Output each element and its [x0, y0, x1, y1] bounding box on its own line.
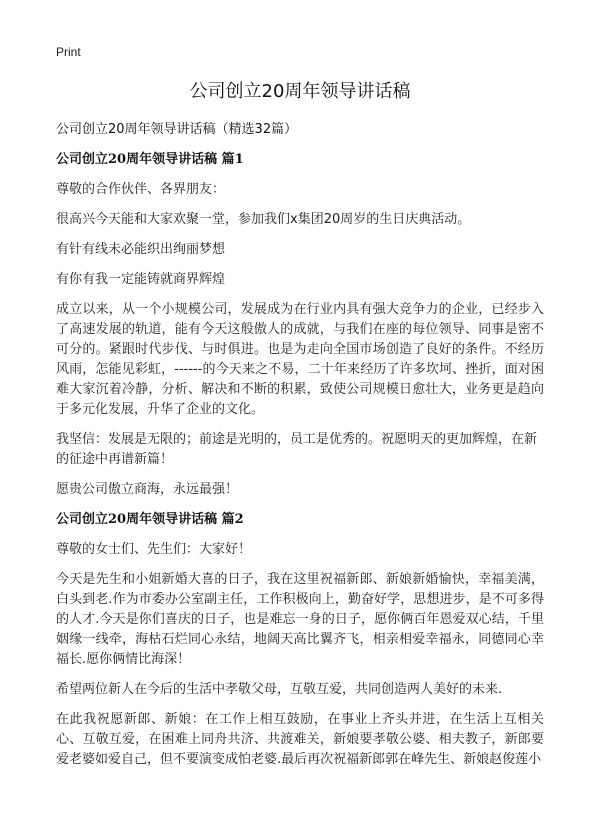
- paragraph: 今天是先生和小姐新婚大喜的日子，我在这里祝福新郎、新娘新婚愉快，幸福美满，白头到老.作为市委办公室副主任，工作积极向上，勤奋好学，思想进步，是不可多得的人才.今天是你们喜庆的日子，也是难忘一身的日子，愿你俩百年恩爱双心结，千里姻缘一线牵，海枯石烂同心永结，地阔天高比翼齐飞，相亲相爱幸福永，同德同心幸福长.愿你俩情比海深！: [56, 572, 544, 667]
- paragraph-salutation: 尊敬的女士们、先生们：大家好！: [56, 542, 252, 557]
- paragraph-salutation: 尊敬的合作伙伴、各界朋友：: [56, 182, 226, 197]
- paragraph-couplet-line: 有针有线未必能织出绚丽梦想: [56, 242, 226, 257]
- paragraph-closing: 愿贵公司傲立商海，永远最强！: [56, 482, 239, 497]
- paragraph-couplet-line: 有你有我一定能铸就商界辉煌: [56, 272, 226, 287]
- paragraph: 很高兴今天能和大家欢聚一堂，参加我们x集团20周岁的生日庆典活动。: [56, 212, 471, 227]
- section-heading: 公司创立20周年领导讲话稿 篇1: [56, 152, 244, 167]
- document-body: [56, 120, 544, 780]
- section-heading: 公司创立20周年领导讲话稿 篇2: [56, 512, 244, 527]
- paragraph: 我坚信：发展是无限的；前途是光明的，员工是优秀的。祝愿明天的更加辉煌，在新的征途中再谱新篇！: [56, 432, 538, 467]
- print-link[interactable]: Print: [56, 45, 81, 59]
- paragraph: 希望两位新人在今后的生活中孝敬父母，互敬互爱，共同创造两人美好的未来.: [56, 682, 503, 697]
- paragraph: 在此我祝愿新郎、新娘：在工作上相互鼓励，在事业上齐头并进，在生活上互相关心、互敬互爱，在困难上同舟共济、共渡难关，新娘要孝敬公婆、相夫教子，新郎要爱老婆如爱自己，但不要演变成怕老婆.最后再次祝福新郎郭在峰先生、新娘赵俊莲小: [56, 712, 544, 767]
- paragraph: 成立以来，从一个小规模公司，发展成为在行业内具有强大竞争力的企业，已经步入了高速发展的轨道，能有今天这般傲人的成就，与我们在座的每位领导、同事是密不可分的。紧跟时代步伐、与时俱进。也是为走向全国市场创造了良好的条件。不经历风雨，怎能见彩虹，------的今天来之不易，二十年来经历了许多坎坷、挫折，面对困难大家沉着冷静，分析、解决和不断的积累，致使公司规模日愈壮大，业务更是趋向于多元化发展，升华了企业的文化。: [56, 302, 544, 417]
- section-2: [56, 510, 544, 770]
- document-subtitle: 公司创立20周年领导讲话稿（精选32篇）: [56, 122, 298, 137]
- page-title: 公司创立20周年领导讲话稿: [189, 81, 411, 102]
- section-1: [56, 150, 544, 500]
